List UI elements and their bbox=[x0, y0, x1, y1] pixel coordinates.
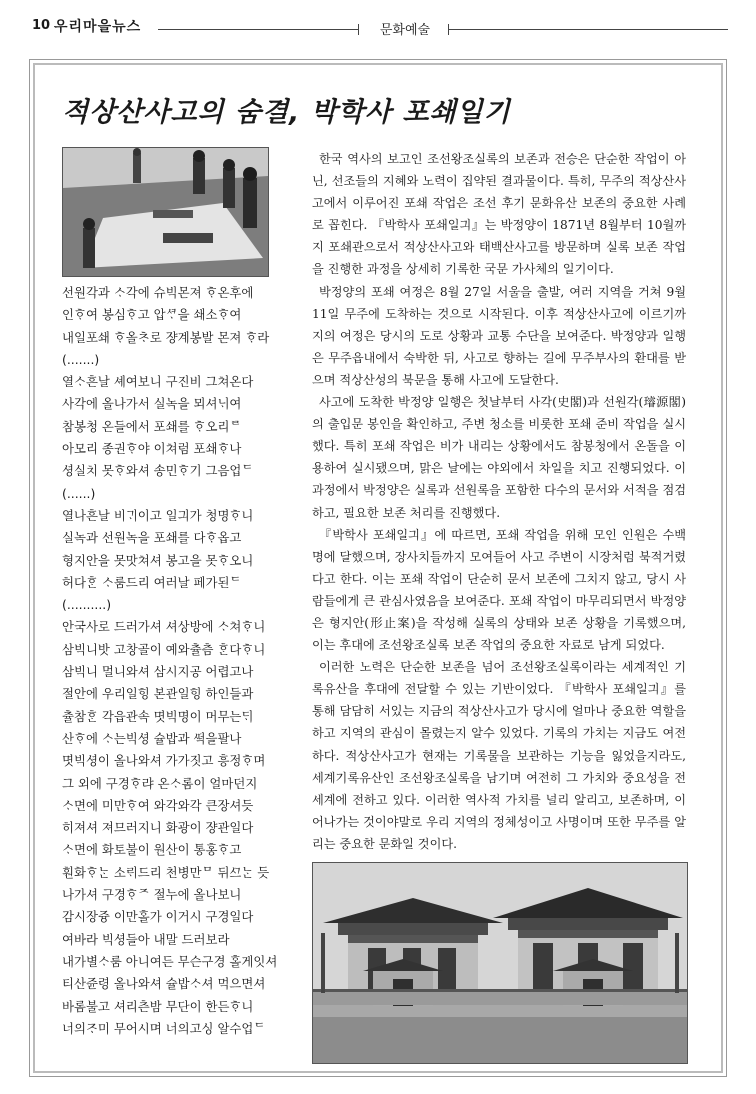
article-title: 적상산사고의 숨결, 박학사 포쇄일기 bbox=[62, 97, 511, 128]
verse-line: 산ᄒᆞ에 ᄉᆞ는빅셩 슐밥과 ᄯᅥᆨ을팔나 bbox=[62, 730, 242, 746]
verse-line: 실녹과 선원녹을 포쇄를 다ᄒᆞ옵고 bbox=[62, 530, 242, 546]
archive-workers-illustration bbox=[63, 148, 268, 276]
verse-line: 몃빅셩이 올나와셔 가가짓고 흥정ᄒᆞ며 bbox=[62, 753, 266, 769]
verse-line: (..........) bbox=[62, 597, 112, 613]
magazine-name: 우리마을뉴스 bbox=[54, 19, 142, 35]
verse-line: 감시장즁 이만홀가 이거시 구경일다 bbox=[62, 909, 254, 925]
article-photo-archive-buildings bbox=[312, 862, 688, 1064]
verse-line: 내가별ᄉᆞ룸 아니여든 무슨구경 홀게잇셔 bbox=[62, 953, 278, 969]
verse-line: 츌참ᄒᆞᆫ 각읍관속 몃빅명이 머무는ᄃᆡ bbox=[62, 708, 254, 724]
diary-verse-excerpt bbox=[62, 282, 302, 1040]
verse-line: (......) bbox=[62, 485, 96, 501]
verse-line: ᄉᆞ면에 화토불이 원산이 통홍ᄒᆞ고 bbox=[62, 842, 242, 858]
verse-line: 그 외에 구경ᄒᆞ랴 온ᄉᆞ롬이 얼마던지 bbox=[62, 775, 258, 791]
verse-line: 열나흔날 비ᄀᆡ이고 일긔가 청명ᄒᆞ니 bbox=[62, 507, 254, 523]
body-paragraph: 이러한 노력은 단순한 보존을 넘어 조선왕조실록이라는 세계적인 기록유산을 후대에 전달할 수 있는 기반이었다. 『박학사 포쇄일긔』를 통해 담담히 서있는 지금의 적상산사고가 당시에 얼마나 중요한 역할을 하고 지역의 관심이 몰렸는지 알수 있었다. 기록의 가치는 지금도 여전하다. 적상산사고가 현재는 기록물을 보관하는 기능을 잃었을지라도, 세계기록유산인 조선왕조실록을 남기며 여전히 그 가치와 중요성을 전 세계에 전하고 있다. 이러한 역사적 가치를 널리 알리고, 보존하며, 이어나가는 것이야말로 우리 지역의 정체성이고 사명이며 또한 무주를 알리는 중요한 문화일 것이다. bbox=[312, 660, 686, 851]
verse-line: 형지안을 못맛쳐셔 봉고을 못ᄒᆞ오니 bbox=[62, 552, 254, 568]
header-rule-tick-left bbox=[358, 24, 359, 35]
verse-line: 선원각과 ᄉᆞ각에 슈빅몬져 ᄒᆞ온후에 bbox=[62, 285, 254, 300]
archive-buildings-illustration bbox=[313, 863, 687, 1063]
body-paragraph: 『박학사 포쇄일긔』에 따르면, 포쇄 작업을 위해 모인 인원은 수백 명에 달했으며, 장사치들까지 모여들어 사고 주변이 시장처럼 북적거렸다고 한다. 이는 포쇄 작업이 단순히 문서 보존에 그치지 않고, 당시 사람들에게 큰 관심사였음을 보여준다. 포쇄 작업이 마무리되면서 박정양은 형지안(形止案)을 작성해 실록의 상태와 보존 상황을 기록했으며, 이는 후대에 조선왕조실록 보존 작업의 중요한 자료로 남게 되었다. bbox=[312, 527, 686, 653]
body-paragraph: 사고에 도착한 박정양 일행은 첫날부터 사각(史閣)과 선원각(璿源閣)의 출입문 봉인을 확인하고, 주변 청소를 비롯한 포쇄 준비 작업을 실시했다. 특히 포쇄 작업은 비가 내리는 상황에서도 참봉청에서 온돌을 이용하여 실시됐으며, 맑은 날에는 야외에서 차일을 치고 진행되었다. 이 과정에서 박정양은 실록과 선원록을 포함한 다수의 문서와 서적을 점검하고, 필요한 보존 처리를 진행했다. bbox=[312, 395, 686, 520]
verse-line: 훤화ᄒᆞᄂᆞᆫ 소ᄅᆡ드리 천병만ᄆ 뒤ᄭᅳᄂᆞᆫ 듯 bbox=[62, 864, 270, 880]
verse-line: 안국사로 드러가셔 셔상방에 ᄉᆞ쳐ᄒᆞ니 bbox=[62, 619, 266, 635]
verse-line: 여바라 빅셩들아 내말 드러보라 bbox=[62, 931, 230, 947]
body-paragraph: 한국 역사의 보고인 조선왕조실록의 보존과 전승은 단순한 작업이 아닌, 선조들의 지혜와 노력이 집약된 결과물이다. 특히, 무주의 적상산사고에서 이루어진 포쇄 작업은 조선 후기 문화유산 보존의 중요한 사례로 꼽힌다. 『박학사 포쇄일긔』는 박정양이 1871년 8월부터 10월까지 포쇄관으로서 적상산사고와 태백산사고를 방문하며 실록 보존 작업을 진행한 과정을 상세히 기록한 국문 가사체의 일기이다. bbox=[312, 152, 686, 277]
verse-line: 절안에 우리일힝 본관일힝 하인들과 bbox=[62, 686, 254, 702]
verse-line: 열ᄉᆞ흔날 셰여보니 구진비 그쳐온다 bbox=[62, 374, 254, 390]
page-header bbox=[28, 16, 728, 40]
verse-line: 허다ᄒᆞᆫ ᄉᆞ룸드리 여러날 페가된ᄃ bbox=[62, 574, 242, 590]
header-rule-right bbox=[448, 29, 728, 30]
verse-line: 삼빅니 멀니와셔 삼시지공 어렵고나 bbox=[62, 664, 254, 680]
article-photo-archive-workers bbox=[62, 147, 269, 277]
article-body bbox=[312, 148, 686, 855]
verse-line: 삼빅니밧 고창골이 예와츌츰 ᄒᆞᆫ다ᄒᆞ니 bbox=[62, 641, 266, 657]
body-paragraph: 박정양의 포쇄 여정은 8월 27일 서울을 출발, 여러 지역을 거쳐 9월 11일 무주에 도착하는 것으로 시작된다. 이후 적상산사고에 이르기까지의 여정은 당시의 도로 상황과 교통 수단을 보여준다. 박정양과 일행은 무주읍내에서 숙박한 뒤, 사고로 향하는 길에 무주부사의 환대를 받으며 적상산성의 북문을 통해 사고에 도달한다. bbox=[312, 284, 686, 387]
verse-line: 바롬불고 셔리츤밤 무단이 한든ᄒᆞ니 bbox=[62, 998, 254, 1014]
verse-line: (.......) bbox=[62, 351, 100, 367]
verse-line: 사각에 올나가서 실녹을 뫼셔ᄂᆡ여 bbox=[62, 396, 242, 412]
verse-line: 너의ᄌᆞ미 무어시며 너의고싱 알수업ᄃ bbox=[62, 1020, 266, 1036]
verse-line: 아모리 종권ᄒᆞ야 이쳐럼 포쇄ᄒᆞ나 bbox=[62, 441, 242, 457]
header-rule-left bbox=[158, 29, 358, 30]
page-number: 10 bbox=[32, 18, 51, 33]
verse-line: 티산쥰령 올나와셔 슐밥ᄉᆞ셔 먹으면셔 bbox=[62, 976, 266, 992]
section-label: 문화예술 bbox=[379, 23, 431, 38]
verse-line: 인ᄒᆞ여 봉심ᄒᆞ고 압ᄸᆞ을 쇄소ᄒᆞ여 bbox=[62, 307, 242, 323]
verse-line: 나가셔 구경ᄒᆞᄌ 절누에 올나보니 bbox=[62, 887, 242, 903]
verse-line: 참봉청 온들에서 포쇄를 ᄒᆞ오리ᄅ bbox=[62, 418, 242, 434]
verse-line: 히져셔 져므러지니 화광이 쟝관일다 bbox=[62, 820, 254, 836]
verse-line: 내일포쇄 ᄒᆞ올ᄎᆞ로 쟝계봉발 몬져 ᄒᆞ라 bbox=[62, 329, 270, 345]
verse-line: ᄉᆞ면에 미만ᄒᆞ여 와각와각 큰장셔듯 bbox=[62, 797, 254, 813]
verse-line: 셩실치 못ᄒᆞ와셔 송민ᄒᆞ기 그음업ᄃ bbox=[62, 463, 254, 479]
